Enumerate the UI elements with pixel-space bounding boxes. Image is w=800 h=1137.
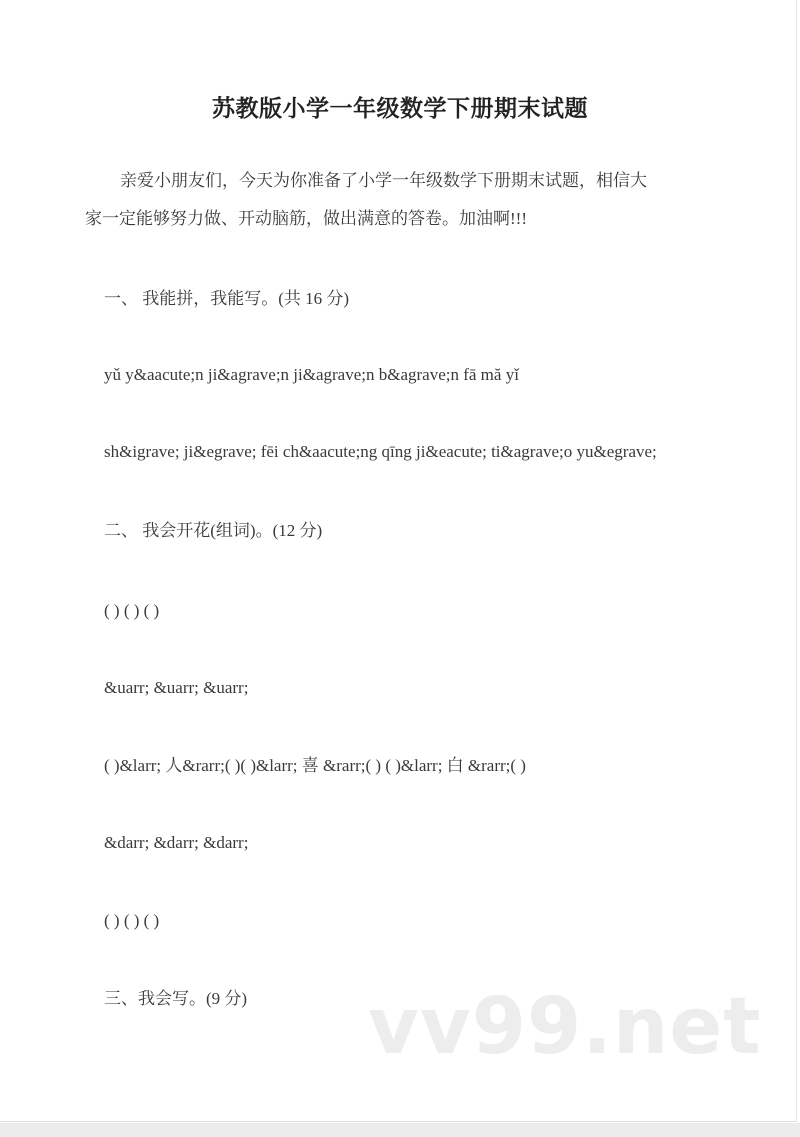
section-2-down-arrows-row: &darr; &darr; &darr; <box>104 833 249 852</box>
section-2-blank-row-top: ( ) ( ) ( ) <box>104 601 160 620</box>
section-1-pinyin-line-1: yǔ y&aacute;n ji&agrave;n ji&agrave;n b&agrave;n fā mă yǐ <box>104 365 519 384</box>
section-2-up-arrows-row: &uarr; &uarr; &uarr; <box>104 678 249 697</box>
intro-paragraph-line-1: 亲爱小朋友们，今天为你准备了小学一年级数学下册期末试题，相信大 <box>120 171 647 190</box>
intro-paragraph-line-2: 家一定能够努力做、开动脑筋，做出满意的答卷。加油啊!!! <box>85 209 527 228</box>
watermark: vv99.net <box>368 982 762 1072</box>
section-2-heading: 二、 我会开花(组词)。(12 分) <box>104 521 323 540</box>
section-2-blank-row-bottom: ( ) ( ) ( ) <box>104 911 160 930</box>
section-1-heading: 一、 我能拼，我能写。(共 16 分) <box>104 289 350 308</box>
page-separator <box>0 1123 800 1137</box>
section-1-pinyin-line-2: sh&igrave; ji&egrave; fēi ch&aacute;ng qīng ji&eacute; ti&agrave;o yu&egrave; <box>104 442 657 461</box>
section-3-heading: 三、我会写。(9 分) <box>104 989 248 1008</box>
section-2-word-flower-row: ( )&larr; 人&rarr;( )( )&larr; 喜 &rarr;( ) ( )&larr; 白 &rarr;( ) <box>104 756 526 775</box>
document-title: 苏教版小学一年级数学下册期末试题 <box>212 96 588 122</box>
